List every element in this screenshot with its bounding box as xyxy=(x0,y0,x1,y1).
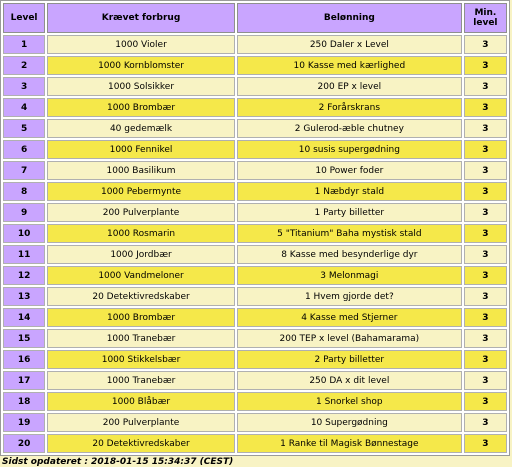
min-level-cell: 3 xyxy=(464,140,507,159)
required-cell: 200 Pulverplante xyxy=(47,413,235,432)
reward-cell: 250 DA x dit level xyxy=(237,371,462,390)
level-cell: 14 xyxy=(3,308,45,327)
level-cell: 20 xyxy=(3,434,45,453)
required-cell: 1000 Pebermynte xyxy=(47,182,235,201)
min-level-cell: 3 xyxy=(464,182,507,201)
table-row xyxy=(3,224,507,243)
reward-cell: 2 Party billetter xyxy=(237,350,462,369)
reward-cell: 5 "Titanium" Baha mystisk stald xyxy=(237,224,462,243)
header-min-level: Min. level xyxy=(464,3,507,33)
table-row xyxy=(3,35,507,54)
reward-cell: 250 Daler x Level xyxy=(237,35,462,54)
min-level-cell: 3 xyxy=(464,392,507,411)
reward-cell: 200 EP x level xyxy=(237,77,462,96)
min-level-cell: 3 xyxy=(464,56,507,75)
table-row xyxy=(3,119,507,138)
level-cell: 18 xyxy=(3,392,45,411)
min-level-cell: 3 xyxy=(464,413,507,432)
required-cell: 1000 Basilikum xyxy=(47,161,235,180)
level-cell: 15 xyxy=(3,329,45,348)
reward-cell: 1 Hvem gjorde det? xyxy=(237,287,462,306)
table-row xyxy=(3,266,507,285)
table-row xyxy=(3,182,507,201)
required-cell: 40 gedemælk xyxy=(47,119,235,138)
min-level-cell: 3 xyxy=(464,98,507,117)
level-cell: 7 xyxy=(3,161,45,180)
required-cell: 200 Pulverplante xyxy=(47,203,235,222)
level-cell: 11 xyxy=(3,245,45,264)
required-cell: 1000 Brombær xyxy=(47,98,235,117)
min-level-cell: 3 xyxy=(464,161,507,180)
level-cell: 12 xyxy=(3,266,45,285)
table-row xyxy=(3,140,507,159)
reward-cell: 2 Forårskrans xyxy=(237,98,462,117)
level-cell: 1 xyxy=(3,35,45,54)
required-cell: 1000 Solsikker xyxy=(47,77,235,96)
table-row xyxy=(3,203,507,222)
last-updated: Sidst opdateret : 2018-01-15 15:34:37 (CEST) xyxy=(2,457,234,467)
level-cell: 16 xyxy=(3,350,45,369)
required-cell: 1000 Brombær xyxy=(47,308,235,327)
table-body xyxy=(3,35,507,453)
required-cell: 20 Detektivredskaber xyxy=(47,287,235,306)
min-level-cell: 3 xyxy=(464,329,507,348)
level-cell: 5 xyxy=(3,119,45,138)
table-row xyxy=(3,392,507,411)
min-level-cell: 3 xyxy=(464,224,507,243)
min-level-cell: 3 xyxy=(464,350,507,369)
required-cell: 1000 Stikkelsbær xyxy=(47,350,235,369)
table-row xyxy=(3,98,507,117)
required-cell: 1000 Violer xyxy=(47,35,235,54)
table-row xyxy=(3,308,507,327)
reward-cell: 1 Snorkel shop xyxy=(237,392,462,411)
level-cell: 19 xyxy=(3,413,45,432)
reward-cell: 10 Supergødning xyxy=(237,413,462,432)
min-level-cell: 3 xyxy=(464,371,507,390)
min-level-cell: 3 xyxy=(464,266,507,285)
required-cell: 1000 Blåbær xyxy=(47,392,235,411)
min-level-cell: 3 xyxy=(464,35,507,54)
table-row xyxy=(3,350,507,369)
table-row xyxy=(3,329,507,348)
level-cell: 8 xyxy=(3,182,45,201)
header-row xyxy=(3,3,507,33)
required-cell: 1000 Tranebær xyxy=(47,329,235,348)
required-cell: 1000 Kornblomster xyxy=(47,56,235,75)
level-cell: 4 xyxy=(3,98,45,117)
required-cell: 20 Detektivredskaber xyxy=(47,434,235,453)
reward-cell: 10 Power foder xyxy=(237,161,462,180)
required-cell: 1000 Rosmarin xyxy=(47,224,235,243)
reward-cell: 2 Gulerod-æble chutney xyxy=(237,119,462,138)
reward-cell: 200 TEP x level (Bahamarama) xyxy=(237,329,462,348)
header-reward: Belønning xyxy=(237,3,462,33)
required-cell: 1000 Tranebær xyxy=(47,371,235,390)
table-row xyxy=(3,77,507,96)
reward-cell: 3 Melonmagi xyxy=(237,266,462,285)
table-row xyxy=(3,161,507,180)
reward-cell: 1 Ranke til Magisk Bønnestage xyxy=(237,434,462,453)
reward-cell: 10 susis supergødning xyxy=(237,140,462,159)
table-row xyxy=(3,371,507,390)
header-level: Level xyxy=(3,3,45,33)
min-level-cell: 3 xyxy=(464,287,507,306)
min-level-cell: 3 xyxy=(464,77,507,96)
min-level-cell: 3 xyxy=(464,434,507,453)
required-cell: 1000 Vandmeloner xyxy=(47,266,235,285)
reward-cell: 4 Kasse med Stjerner xyxy=(237,308,462,327)
min-level-cell: 3 xyxy=(464,308,507,327)
level-cell: 13 xyxy=(3,287,45,306)
min-level-cell: 3 xyxy=(464,245,507,264)
level-cell: 2 xyxy=(3,56,45,75)
header-required: Krævet forbrug xyxy=(47,3,235,33)
level-cell: 6 xyxy=(3,140,45,159)
level-cell: 10 xyxy=(3,224,45,243)
min-level-cell: 3 xyxy=(464,203,507,222)
required-cell: 1000 Fennikel xyxy=(47,140,235,159)
reward-cell: 8 Kasse med besynderlige dyr xyxy=(237,245,462,264)
table-row xyxy=(3,413,507,432)
level-cell: 9 xyxy=(3,203,45,222)
table-row xyxy=(3,56,507,75)
level-cell: 17 xyxy=(3,371,45,390)
table-row xyxy=(3,245,507,264)
min-level-cell: 3 xyxy=(464,119,507,138)
table-row xyxy=(3,287,507,306)
level-cell: 3 xyxy=(3,77,45,96)
required-cell: 1000 Jordbær xyxy=(47,245,235,264)
reward-cell: 10 Kasse med kærlighed xyxy=(237,56,462,75)
table-row xyxy=(3,434,507,453)
reward-cell: 1 Party billetter xyxy=(237,203,462,222)
reward-cell: 1 Næbdyr stald xyxy=(237,182,462,201)
